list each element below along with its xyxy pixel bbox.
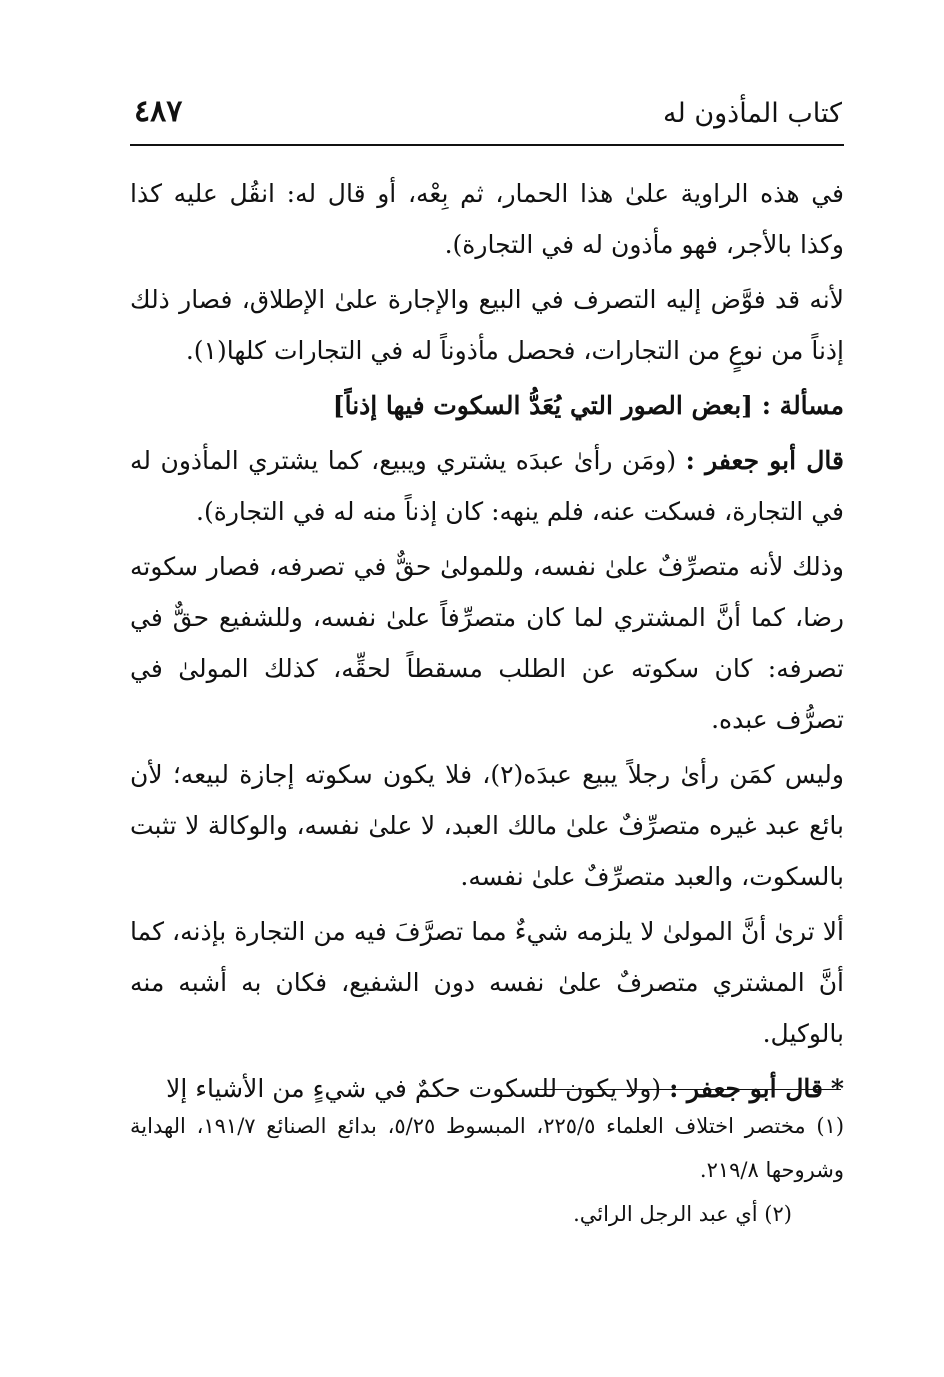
main-text	[130, 168, 844, 1118]
footnote-divider	[536, 1089, 841, 1090]
quote-paragraph	[130, 435, 844, 537]
speaker-label: قال أبو جعفر :	[685, 446, 845, 475]
quote-text: (ولا يكون للسكوت حكمٌ في شيءٍ من الأشياء إلا	[166, 1074, 662, 1103]
footnote: (٢) أي عبد الرجل الرائي.	[573, 1202, 792, 1226]
issue-heading	[130, 380, 844, 431]
running-title: كتاب المأذون له	[663, 98, 842, 129]
paragraph: لأنه قد فوَّض إليه التصرف في البيع والإجارة علىٰ الإطلاق، فصار ذلك إذناً من نوعٍ من التجارات، فحصل مأذوناً له في التجارات كلها(١).	[130, 285, 844, 365]
paragraph: وذلك لأنه متصرِّفٌ علىٰ نفسه، وللمولىٰ حقٌّ في تصرفه، فصار سكوته رضا، كما أنَّ المشتري لما كان متصرِّفاً علىٰ نفسه، وللشفيع حقٌّ في تصرفه: كان سكوته عن الطلب مسقطاً لحقِّه، كذلك المولىٰ في تصرُّف عبده.	[130, 552, 844, 734]
paragraph: وليس كمَن رأىٰ رجلاً يبيع عبدَه(٢)، فلا يكون سكوته إجازة لبيعه؛ لأن بائع عبد غيره متصرِّفٌ علىٰ مالك العبد، لا علىٰ نفسه، والوكالة لا تثبت بالسكوت، والعبد متصرِّفٌ علىٰ نفسه.	[130, 760, 844, 891]
star-marker: *	[830, 1074, 844, 1103]
paragraph: في هذه الراوية علىٰ هذا الحمار، ثم بِعْه، أو قال له: انقُل عليه كذا وكذا بالأجر، فهو مأذون له في التجارة).	[130, 179, 844, 259]
speaker-label: قال أبو جعفر :	[669, 1074, 823, 1103]
page-header	[130, 92, 844, 146]
paragraph: ألا ترىٰ أنَّ المولىٰ لا يلزمه شيءٌ مما تصرَّفَ فيه من التجارة بإذنه، كما أنَّ المشتري متصرفٌ علىٰ نفسه دون الشفيع، فكان به أشبه منه بالوكيل.	[130, 917, 844, 1048]
footnote: (١) مختصر اختلاف العلماء ٢٢٥/٥، المبسوط ٥/٢٥، بدائع الصنائع ١٩١/٧، الهداية وشروحها ٢١٩/٨.	[130, 1114, 845, 1182]
quote-text: (ومَن رأىٰ عبدَه يشتري ويبيع، كما يشتري المأذون له في التجارة، فسكت عنه، فلم ينهه: كان إذناً منه له في التجارة).	[130, 446, 844, 526]
issue-title: [بعض الصور التي يُعَدُّ السكوت فيها إذناً]	[332, 391, 754, 420]
footnotes	[130, 1104, 844, 1236]
page-number: ٤٨٧	[134, 94, 183, 129]
issue-label: مسألة :	[761, 391, 844, 420]
